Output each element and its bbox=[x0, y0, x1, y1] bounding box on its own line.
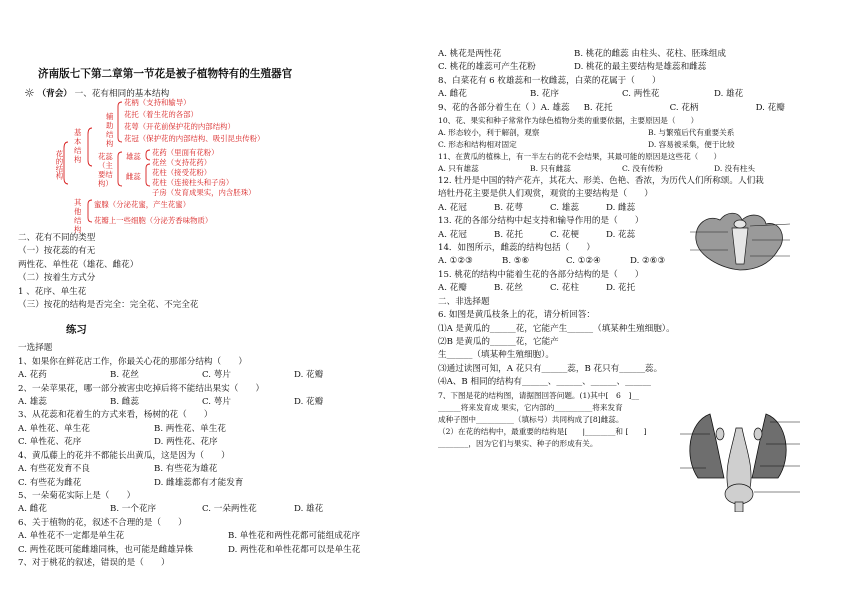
answer-option: B. 桃花的雌蕊 由柱头、花柱、胚珠组成 bbox=[574, 49, 727, 59]
item-calyx: 花萼（开花前保护花的内部结构） bbox=[124, 122, 235, 131]
question-text: 5、一朵菊花实际上是（ ） bbox=[18, 490, 136, 501]
nonchoice-heading: 二、非选择题 bbox=[438, 296, 490, 307]
question-17 bbox=[438, 390, 678, 450]
q17-line: ______将来发育成 果实，它内部的__________将来发育 bbox=[438, 402, 623, 412]
section-2-line: 两性花、单性花（雄花、雌花） bbox=[18, 259, 139, 270]
item-fragrance: 花瓣上一些细胞（分泌芳香味物质） bbox=[94, 216, 213, 225]
question-text: 10、花、果实和种子常常作为绿色植物分类的重要依据，主要原因是（ ） bbox=[438, 116, 699, 126]
answer-option: B. 一个花序 bbox=[110, 504, 157, 515]
answer-option: D. 雌蕊 bbox=[606, 202, 636, 213]
answer-option: D. 花蕊 bbox=[606, 229, 636, 240]
answer-option: C. 花梗 bbox=[550, 229, 579, 240]
question-text: 9、花的各部分着生在（ ）A. 雄蕊 bbox=[438, 102, 570, 113]
question-text: 3、从花蕊和花着生的方式来看，杨树的花（ ） bbox=[18, 410, 213, 421]
q16-line: 6. 如图是黄瓜枝条上的花，请分析回答： bbox=[438, 310, 596, 321]
question-text: 7、对于桃花的叙述，错误的是（ ） bbox=[18, 557, 170, 568]
answer-option: B. 花序 bbox=[530, 89, 559, 100]
answer-option: B. 花丝 bbox=[110, 370, 139, 381]
answer-option: A. ①②③ bbox=[438, 256, 473, 267]
answer-options bbox=[18, 463, 422, 476]
item-anther: 花药（里面有花粉） bbox=[152, 148, 219, 157]
question-text: 14．如图所示，雌蕊的结构包括（ ） bbox=[438, 243, 596, 254]
question-text: 6、关于植物的花，叙述不合理的是（ ） bbox=[18, 517, 187, 528]
question-text: 12. 牡丹是中国的特产花卉，其花大、形美、色艳、香浓，为历代人们所称颂。人们栽 bbox=[438, 176, 764, 187]
question-text: 15. 桃花的结构中能着生花的各部分结构的是（ ） bbox=[438, 269, 644, 280]
answer-options bbox=[18, 423, 422, 436]
answer-option: B. 花托 bbox=[494, 229, 523, 240]
answer-option: B. 只有雌蕊 bbox=[530, 164, 571, 174]
item-stalk: 花柄（支持和输导） bbox=[124, 98, 191, 107]
answer-options bbox=[438, 139, 850, 151]
answer-option: A. 桃花是两性花 bbox=[438, 49, 502, 59]
answer-option: D. 雄花 bbox=[294, 504, 324, 515]
answer-options bbox=[18, 544, 422, 557]
flower-diagram-1 bbox=[690, 210, 790, 276]
flower-structure-diagram bbox=[54, 98, 284, 234]
answer-option: C. 两性花 bbox=[622, 89, 660, 100]
answer-option: D. 容易被采集，便于比较 bbox=[648, 140, 735, 150]
item-stigma: 花柱（接受花粉） bbox=[152, 168, 212, 177]
answer-options bbox=[438, 88, 850, 101]
diagram-main: 花蕊（主要结构） bbox=[98, 152, 113, 188]
answer-options bbox=[438, 48, 850, 61]
answer-option: A. 雌花 bbox=[18, 504, 47, 515]
answer-options bbox=[438, 61, 850, 74]
answer-option: A. 花冠 bbox=[438, 229, 467, 240]
question-16 bbox=[438, 309, 850, 389]
left-questions bbox=[18, 356, 422, 571]
answer-option: D. 花瓣 bbox=[294, 370, 324, 381]
item-receptacle: 花托（着生花的各部） bbox=[124, 110, 198, 119]
answer-option: C. 有些花为雌花 bbox=[18, 477, 82, 488]
section-2-line: 1 、花序、单生花 bbox=[18, 286, 87, 297]
answer-option: A. 雌花 bbox=[438, 89, 467, 100]
answer-options bbox=[438, 163, 850, 175]
q16-line: ⑶通过读图可知，A 花只有______蕊，B 花只有______蕊。 bbox=[438, 363, 663, 374]
answer-option: A. 有些花发育不良 bbox=[18, 464, 90, 475]
answer-option: A. 单性花、单生花 bbox=[18, 423, 90, 434]
answer-option: D. 桃花的最主要结构是雄蕊和雌蕊 bbox=[574, 62, 707, 73]
q16-line: ⑷A、B 相同的结构有______、______、______、______ bbox=[438, 377, 651, 388]
answer-options bbox=[438, 282, 850, 295]
answer-option: B. 花萼 bbox=[494, 202, 523, 213]
item-filament: 花丝（支持花药） bbox=[152, 158, 212, 167]
answer-option: D. 雄花 bbox=[714, 89, 744, 100]
answer-option: C. 萼片 bbox=[202, 370, 231, 381]
answer-option: A. 花药 bbox=[18, 370, 47, 381]
question-row bbox=[438, 102, 850, 115]
q17-line: （2）在花的结构中，最重要的结构是[ |________和 [ ] bbox=[438, 426, 647, 436]
question-text: 13. 花的各部分结构中起支持和输导作用的是（ ） bbox=[438, 216, 644, 227]
question-text: 11、在黄瓜的植株上，有一半左右的花不会结果，其最可能的原因是这些花（ ） bbox=[438, 152, 722, 162]
answer-options bbox=[18, 477, 422, 490]
answer-option: B. 雌蕊 bbox=[110, 397, 139, 408]
section-2-line: （一）按花蕊的有无 bbox=[18, 246, 96, 257]
recite-label: （背会） bbox=[37, 89, 72, 99]
q17-line: ________，因为它们与果实、种子的形成有关。 bbox=[438, 438, 598, 448]
answer-option: C. 两性花既可能雌雄同株，也可能是雌雄异株 bbox=[18, 544, 194, 555]
answer-option: A. 形态较小，利于解剖，观察 bbox=[438, 128, 540, 138]
section-2-lines bbox=[18, 232, 422, 312]
diagram-aux: 辅助结构 bbox=[106, 112, 114, 148]
flower-diagram-2 bbox=[680, 408, 800, 512]
answer-option: A. 只有雄蕊 bbox=[438, 164, 479, 174]
flower-figure-2 bbox=[680, 408, 800, 512]
item-corolla: 花冠（保护花的内部结构、吸引昆虫传粉） bbox=[124, 134, 265, 143]
answer-option: A. 花瓣 bbox=[438, 283, 467, 294]
answer-option: A. 雄蕊 bbox=[18, 397, 47, 408]
q16-line: ⑴A 是黄瓜的______花，它能产生______（填某种生殖细胞）。 bbox=[438, 323, 675, 334]
answer-options bbox=[18, 369, 422, 382]
answer-option: C. 萼片 bbox=[202, 397, 231, 408]
answer-option: B. 花丝 bbox=[494, 283, 523, 294]
question-text: 2、一朵苹果花，哪一部分被害虫吃掉后将不能结出果实（ ） bbox=[18, 383, 265, 394]
answer-option: B. ⑤⑥ bbox=[502, 256, 530, 267]
question-text: 培牡丹花主要是供人们观赏，观赏的主要结构是（ ） bbox=[438, 189, 653, 200]
answer-option: B. 与繁殖后代有重要关系 bbox=[648, 128, 735, 138]
answer-option: A. 花冠 bbox=[438, 202, 467, 213]
answer-option: D. 两性花和单性花都可以是单生花 bbox=[228, 544, 361, 555]
diagram-other: 其他结构 bbox=[74, 198, 82, 234]
item-ovary: 子房（发育成果实，内含胚珠） bbox=[152, 188, 256, 197]
answer-option: C. ①②④ bbox=[566, 256, 601, 267]
answer-option: C. 单性花、花序 bbox=[18, 437, 82, 448]
answer-option: D. ②⑥③ bbox=[630, 256, 666, 267]
item-style: 花柱（连接柱头和子房） bbox=[152, 178, 234, 187]
answer-options bbox=[18, 396, 422, 409]
choice-heading: 一选择题 bbox=[18, 343, 53, 354]
answer-option: A. 单性花不一定都是单生花 bbox=[18, 531, 125, 542]
sun-icon: ☼ bbox=[24, 86, 35, 100]
page-title: 济南版七下第二章第一节花是被子植物特有的生殖器官 bbox=[38, 68, 293, 80]
answer-option: C. 一朵两性花 bbox=[202, 504, 257, 515]
section-2-line: （三）按花的结构是否完全：完全花、不完全花 bbox=[18, 300, 199, 311]
answer-option: D. 雌雄蕊都有才能发育 bbox=[154, 477, 244, 488]
question-text: 4、黄瓜藤上的花并不都能长出黄瓜，这是因为（ ） bbox=[18, 450, 230, 461]
answer-option: C. 花柱 bbox=[550, 283, 579, 294]
answer-option: B. 花托 bbox=[583, 102, 613, 113]
diagram-stamen: 雄蕊 bbox=[126, 152, 141, 161]
answer-options bbox=[18, 436, 422, 449]
answer-options bbox=[18, 503, 422, 516]
q16-line: ⑵B 是黄瓜的______花，它能产 bbox=[438, 336, 559, 347]
q17-line: 成种子图中__________（填标号）共同构成了[8]雌蕊。 bbox=[438, 414, 624, 424]
section-2-line: 二、花有不同的类型 bbox=[18, 233, 96, 243]
question-text: 8、白菜花有 6 枚雄蕊和一枚雌蕊，白菜的花属于（ ） bbox=[438, 75, 661, 86]
answer-option: D. 花瓣 bbox=[294, 397, 324, 408]
flower-figure-1 bbox=[690, 210, 790, 276]
diagram-root: 花的结构 bbox=[55, 150, 64, 180]
section-2-line: （二）按着生方式分 bbox=[18, 273, 96, 284]
left-column bbox=[18, 232, 422, 570]
diagram-basic: 基本结构 bbox=[74, 128, 82, 164]
answer-option: D. 花托 bbox=[606, 283, 636, 294]
answer-option: C. 形态和结构相对固定 bbox=[438, 140, 517, 150]
answer-options bbox=[18, 530, 422, 543]
answer-option: D. 两性花、花序 bbox=[154, 437, 218, 448]
item-nectary: 蜜腺（分泌花蜜，产生花蜜） bbox=[94, 200, 191, 209]
answer-options bbox=[438, 127, 850, 139]
answer-option: B. 单性花和两性花都可能组成花序 bbox=[228, 531, 361, 542]
answer-option: B. 两性花、单生花 bbox=[154, 423, 226, 434]
answer-option: B. 有些花为雄花 bbox=[154, 464, 218, 475]
q16-line: 生______（填某种生殖细胞）。 bbox=[438, 350, 555, 361]
section-1-heading: 一、花有相同的基本结构 bbox=[74, 89, 170, 99]
answer-option: C. 雄蕊 bbox=[550, 202, 579, 213]
answer-option: D. 花瓣 bbox=[755, 102, 785, 113]
practice-heading: 练习 bbox=[66, 324, 87, 337]
diagram-pistil: 雌蕊 bbox=[126, 172, 141, 181]
answer-option: C. 桃花的雄蕊可产生花粉 bbox=[438, 62, 536, 73]
answer-option: D. 没有柱头 bbox=[714, 164, 756, 174]
answer-option: C. 没有传粉 bbox=[622, 164, 663, 174]
question-text: 1、如果你在鲜花店工作，你最关心花的那部分结构（ ） bbox=[18, 356, 247, 367]
q17-line: 7、下图是花的结构图，请据图回答问题。(1)其中[ 6 ]__ bbox=[438, 390, 639, 400]
answer-option: C. 花柄 bbox=[669, 102, 699, 113]
